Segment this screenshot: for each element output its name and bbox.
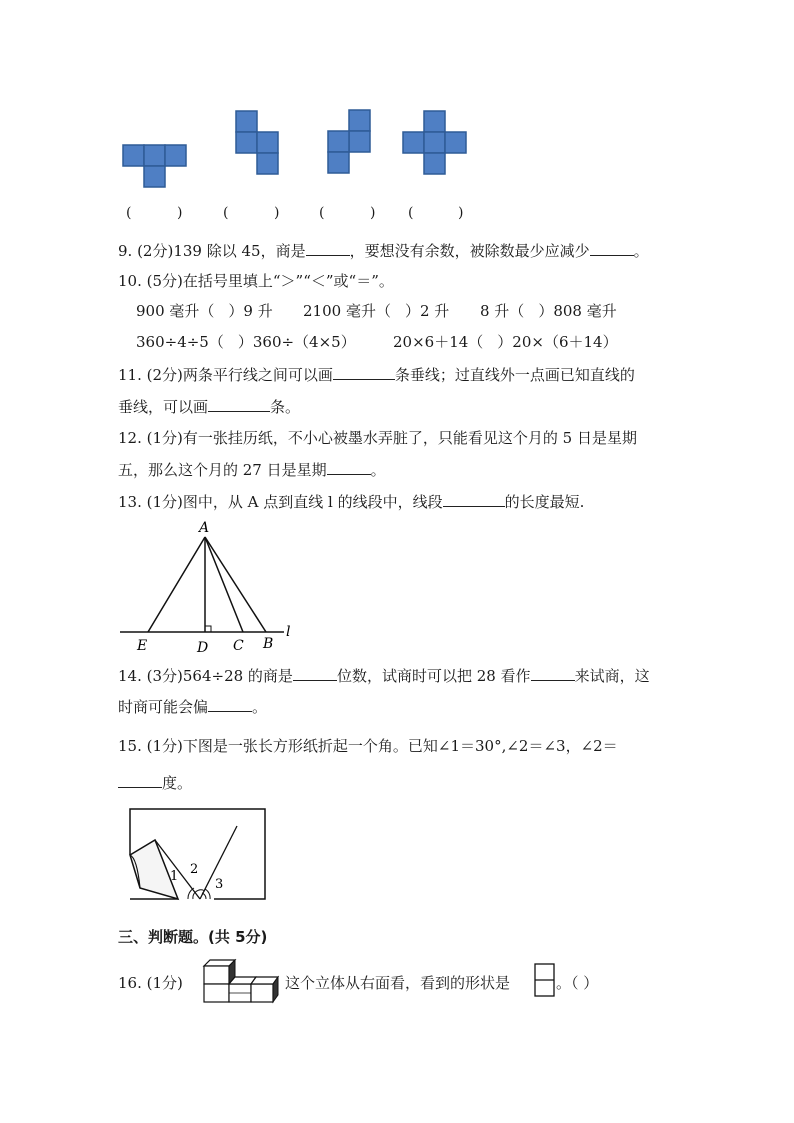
label-E: E bbox=[137, 638, 148, 654]
answer-paren-close: ) bbox=[370, 205, 376, 221]
answer-paren-open: ( bbox=[223, 205, 229, 221]
question-15-line2: 度。 bbox=[118, 772, 192, 793]
label-D: D bbox=[197, 640, 209, 656]
question-13: 13. (1分)图中，从 A 点到直线 l 的线段中，线段 的长度最短. bbox=[118, 493, 585, 511]
label-l: l bbox=[286, 624, 291, 640]
answer-paren-open: ( bbox=[319, 205, 325, 221]
q10-row2-a: 360÷4÷5（ ）360÷（4×5） bbox=[136, 333, 356, 351]
question-11: 11. (2分)两条平行线之间可以画 条垂线；过直线外一点画已知直线的 bbox=[118, 366, 635, 384]
answer-paren-open: ( bbox=[126, 205, 132, 221]
answer-paren-close: ) bbox=[274, 205, 280, 221]
label-C: C bbox=[233, 638, 244, 654]
question-12: 12. (1分)有一张挂历纸，不小心被墨水弄脏了，只能看见这个月的 5 日是星期 bbox=[118, 429, 637, 447]
question-16-answer-paren[interactable]: 。（ ） bbox=[556, 974, 599, 992]
angle-label-1: 1 bbox=[170, 869, 179, 884]
question-16-prefix: 16. (1分) bbox=[118, 974, 183, 992]
question-14: 14. (3分)564÷28 的商是 位数，试商时可以把 28 看作 来试商，这 bbox=[118, 667, 650, 685]
q10-row1-c: 8 升（ ）808 毫升 bbox=[480, 302, 617, 320]
question-11-line2: 垂线，可以画 条。 bbox=[118, 398, 301, 416]
q9-text: ，要想没有余数，被除数最少应减少 bbox=[349, 242, 590, 260]
answer-paren-close: ) bbox=[177, 205, 183, 221]
question-10-prompt: 10. (5分)在括号里填上“＞”“＜”或“＝”。 bbox=[118, 272, 394, 290]
answer-paren-close: ) bbox=[458, 205, 464, 221]
q10-row1-b: 2100 毫升（ ）2 升 bbox=[303, 302, 450, 320]
angle-label-2: 2 bbox=[190, 862, 199, 877]
answer-paren-open: ( bbox=[408, 205, 414, 221]
q10-row2-b: 20×6＋14（ ）20×（6＋14） bbox=[393, 333, 618, 351]
question-15: 15. (1分)下图是一张长方形纸折起一个角。已知∠1＝30°,∠2＝∠3，∠2＝ bbox=[118, 737, 618, 755]
q10-row1-a: 900 毫升（ ）9 升 bbox=[136, 302, 273, 320]
q9-text: 。 bbox=[633, 242, 649, 260]
angle-label-3: 3 bbox=[215, 877, 224, 892]
question-14-line2: 时商可能会偏 。 bbox=[118, 698, 268, 716]
q9-text: 9. (2分)139 除以 45，商是 bbox=[118, 242, 306, 260]
question-12-line2: 五，那么这个月的 27 日是星期 。 bbox=[118, 461, 386, 479]
question-16-text: 这个立体从右面看，看到的形状是 bbox=[285, 974, 511, 992]
label-A: A bbox=[199, 520, 210, 536]
section-heading: 三、判断题。(共 5分) bbox=[118, 928, 268, 946]
label-B: B bbox=[263, 636, 274, 652]
